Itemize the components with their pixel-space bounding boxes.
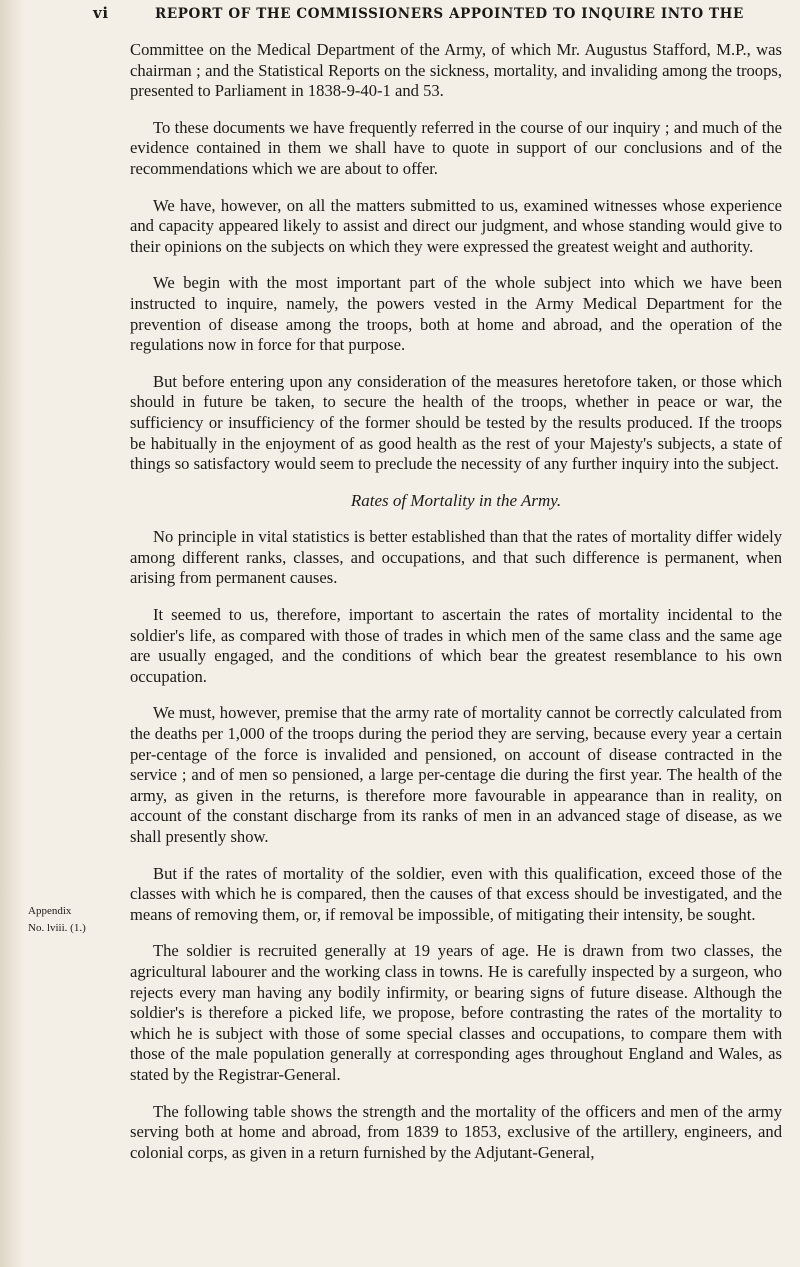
paragraph: But if the rates of mortality of the soldier, even with this qualification, exceed those of the classes with which he is compared, then the causes of that excess should be investigated, and the means of removing them, or, if removal be impossible, of mitigating their intensity, be sought. <box>130 863 782 924</box>
paragraph: Committee on the Medical Department of the Army, of which Mr. Augustus Stafford, M.P., was chairman ; and the Statistical Reports on the sickness, mortality, and invaliding among the troops, presented to Parliament in 1838-9-40-1 and 53. <box>130 40 782 101</box>
paragraph: It seemed to us, therefore, important to ascertain the rates of mortality incidental to the soldier's life, as compared with those of trades in which men of the same class and the same age are usually engaged, and the conditions of which bear the greatest resemblance to his own occupation. <box>130 605 782 686</box>
paragraph: To these documents we have frequently referred in the course of our inquiry ; and much of the evidence contained in them we shall have to quote in support of our conclusions and of the recommendations which we are about to offer. <box>130 117 782 178</box>
section-heading: Rates of Mortality in the Army. <box>350 490 562 510</box>
running-header <box>93 4 773 22</box>
body-text <box>130 40 782 1179</box>
paragraph: We begin with the most important part of the whole subject into which we have been instructed to inquire, namely, the powers vested in the Army Medical Department for the prevention of disease among the troops, both at home and abroad, and the operation of the regulations now in force for that purpose. <box>130 273 782 355</box>
binding-shadow <box>0 0 24 1267</box>
paragraph: We must, however, premise that the army rate of mortality cannot be correctly calculated from the deaths per 1,000 of the troops during the period they are serving, because every year a certain per-centage of the force is invalided and pensioned, on account of disease contracted in the service ; and of men so pensioned, a large per-centage die during the first year. The health of the army, as given in the returns, is therefore more favourable in appearance than in reality, on account of the constant discharge from its ranks of men in an advanced stage of disease, as we shall presently show. <box>130 703 782 846</box>
paragraph: The following table shows the strength and the mortality of the officers and men of the army serving both at home and abroad, from 1839 to 1853, exclusive of the artillery, engineers, and colonial corps, as given in a return furnished by the Adjutant-General, <box>130 1101 782 1162</box>
paragraph: But before entering upon any consideration of the measures heretofore taken, or those which should in future be taken, to secure the health of the troops, whether in peace or war, the sufficiency or insufficiency of the former should be tested by the results produced. If the troops be habitually in the enjoyment of as good health as the rest of your Majesty's subjects, a state of things so satisfactory would seem to preclude the necessity of any further inquiry into the subject. <box>130 371 782 474</box>
margin-note-line-1: Appendix <box>28 905 72 917</box>
paragraph: The soldier is recruited generally at 19 years of age. He is drawn from two classes, the agricultural labourer and the working class in towns. He is carefully inspected by a surgeon, who rejects every man having any bodily infirmity, or bearing signs of future disease. Although the soldier's is therefore a picked life, we propose, before contrasting the rates of the mortality to which he is subject with those of some special classes and occupations, to compare them with those of the male population generally at corresponding ages throughout England and Wales, as stated by the Registrar-General. <box>130 941 782 1084</box>
paragraph: No principle in vital statistics is better established than that the rates of mortality differ widely among different ranks, classes, and occupations, and that such difference is permanent, when arising from permanent causes. <box>130 527 782 588</box>
page-number: vi <box>93 4 109 22</box>
margin-note-line-2: No. lviii. (1.) <box>28 922 86 934</box>
running-title: REPORT OF THE COMMISSIONERS APPOINTED TO INQUIRE INTO THE <box>155 6 744 22</box>
paragraph: We have, however, on all the matters submitted to us, examined witnesses whose experience and capacity appeared likely to assist and direct our judgment, and whose standing would give to their opinions on the subjects on which they were expressed the greatest weight and authority. <box>130 195 782 256</box>
margin-note <box>28 903 123 937</box>
